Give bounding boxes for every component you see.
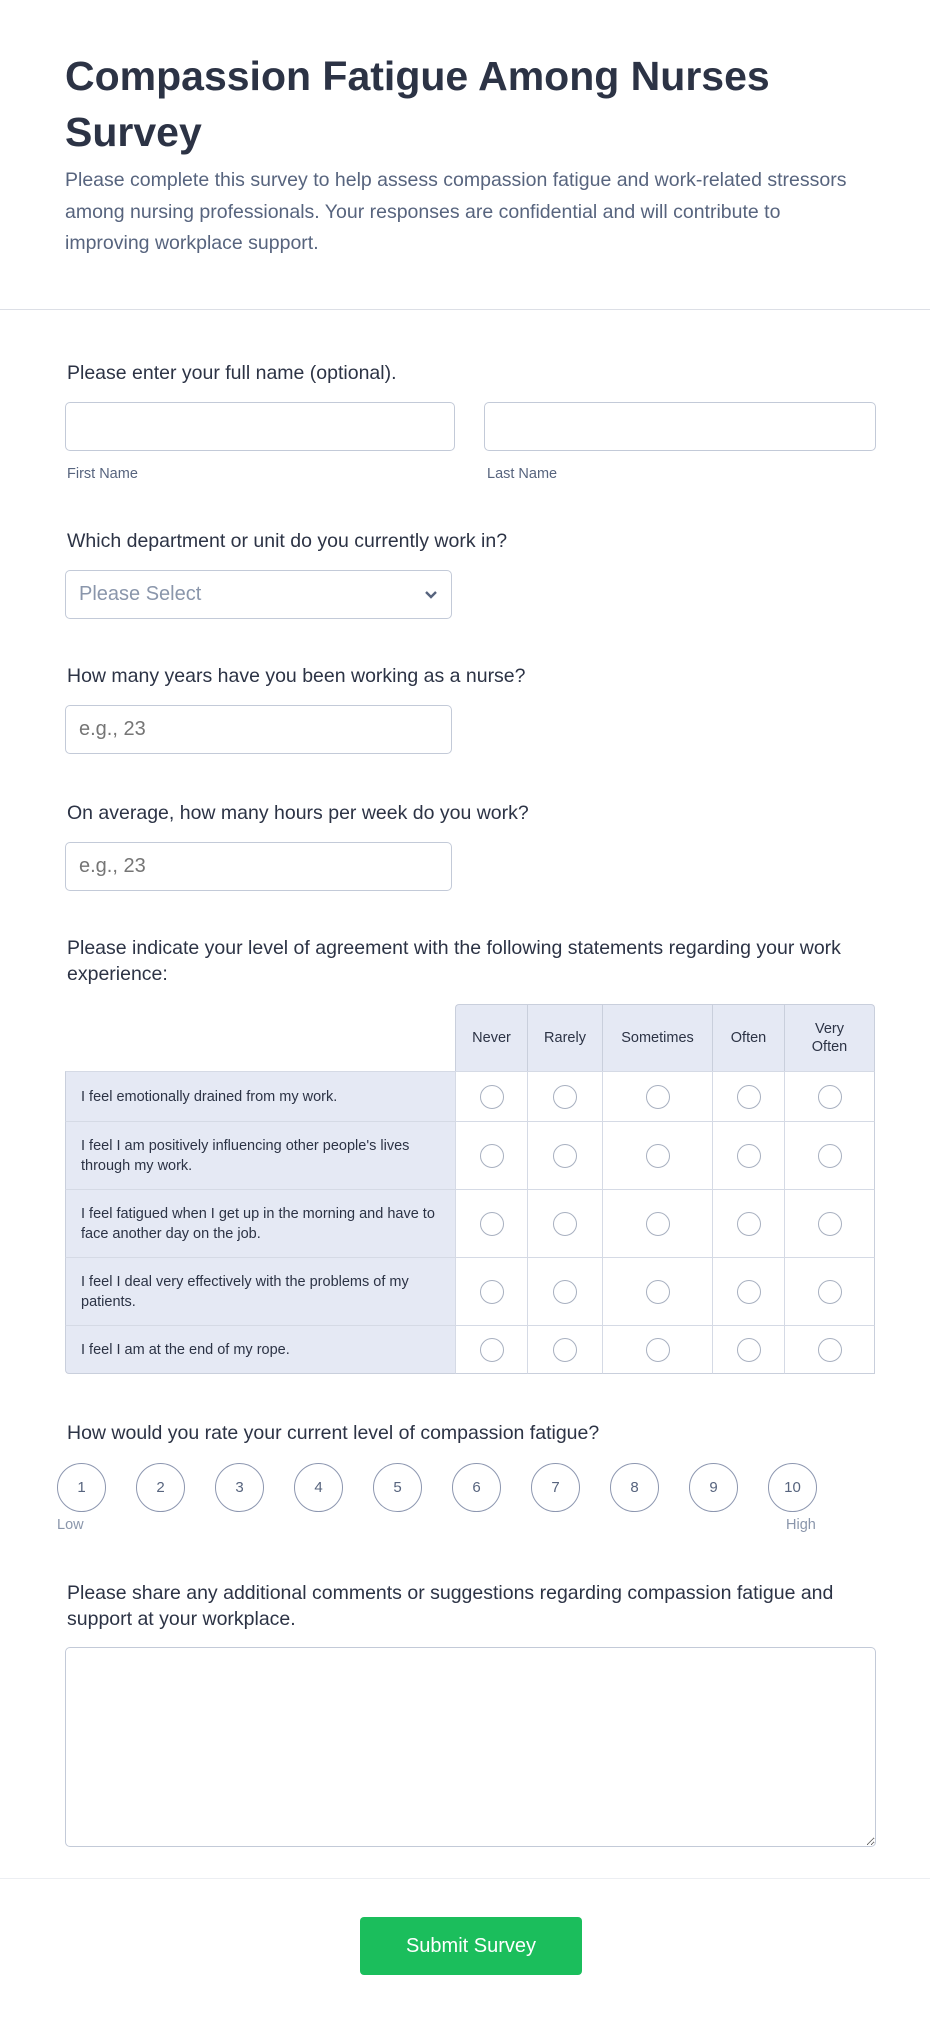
matrix-cell [527, 1071, 602, 1121]
radio-never[interactable] [480, 1280, 504, 1304]
years-question-label: How many years have you been working as a nurse? [67, 665, 526, 687]
matrix-row-label: I feel I am at the end of my rope. [65, 1325, 455, 1374]
matrix-cell [527, 1325, 602, 1374]
page-title: Compassion Fatigue Among Nurses Survey [65, 53, 770, 155]
years-input[interactable] [65, 705, 452, 754]
matrix-cell [455, 1257, 527, 1325]
radio-rarely[interactable] [553, 1212, 577, 1236]
radio-sometimes[interactable] [646, 1212, 670, 1236]
radio-never[interactable] [480, 1144, 504, 1168]
submit-button[interactable]: Submit Survey [360, 1917, 582, 1975]
comments-question-label: Please share any additional comments or suggestions regarding compassion fatigue and support at your workplace. [67, 1582, 834, 1630]
department-select[interactable] [65, 570, 452, 619]
matrix-cell [712, 1325, 784, 1374]
radio-sometimes[interactable] [646, 1085, 670, 1109]
column-often: Often [712, 1004, 784, 1071]
matrix-cell [712, 1071, 784, 1121]
radio-very-often[interactable] [818, 1144, 842, 1168]
matrix-cell [712, 1121, 784, 1189]
radio-often[interactable] [737, 1085, 761, 1109]
agreement-matrix [65, 1004, 875, 1374]
rating-low-label: Low [57, 1517, 84, 1533]
rating-option-10[interactable]: 10 [768, 1463, 817, 1512]
matrix-cell [455, 1121, 527, 1189]
matrix-row [65, 1257, 875, 1325]
rating-option-1[interactable]: 1 [57, 1463, 106, 1512]
radio-rarely[interactable] [553, 1280, 577, 1304]
radio-sometimes[interactable] [646, 1144, 670, 1168]
page-description: Please complete this survey to help assess compassion fatigue and work-related stressors among nursing professionals. Your responses are confidential and will contribute to improving workplace support. [65, 169, 847, 254]
rating-option-9[interactable]: 9 [689, 1463, 738, 1512]
radio-often[interactable] [737, 1144, 761, 1168]
matrix-cell [602, 1071, 712, 1121]
last-name-input[interactable] [484, 402, 876, 451]
matrix-row [65, 1071, 875, 1121]
hours-input[interactable] [65, 842, 452, 891]
rating-option-7[interactable]: 7 [531, 1463, 580, 1512]
rating-option-2[interactable]: 2 [136, 1463, 185, 1512]
matrix-cell [712, 1189, 784, 1257]
rating-option-8[interactable]: 8 [610, 1463, 659, 1512]
radio-often[interactable] [737, 1338, 761, 1362]
radio-very-often[interactable] [818, 1280, 842, 1304]
radio-never[interactable] [480, 1212, 504, 1236]
matrix-cell [455, 1071, 527, 1121]
radio-often[interactable] [737, 1212, 761, 1236]
divider [0, 309, 930, 310]
matrix-cell [602, 1189, 712, 1257]
matrix-question-label: Please indicate your level of agreement with the following statements regarding your work experience: [67, 937, 841, 985]
radio-never[interactable] [480, 1338, 504, 1362]
hours-question-label: On average, how many hours per week do you work? [67, 802, 529, 824]
first-name-input[interactable] [65, 402, 455, 451]
matrix-cell [602, 1121, 712, 1189]
rating-question-label: How would you rate your current level of compassion fatigue? [67, 1422, 600, 1444]
radio-very-often[interactable] [818, 1212, 842, 1236]
rating-high-label: High [786, 1517, 816, 1533]
matrix-cell [712, 1257, 784, 1325]
matrix-cell [784, 1189, 875, 1257]
radio-very-often[interactable] [818, 1338, 842, 1362]
matrix-cell [455, 1325, 527, 1374]
matrix-cell [527, 1189, 602, 1257]
matrix-cell [784, 1257, 875, 1325]
radio-rarely[interactable] [553, 1085, 577, 1109]
rating-option-6[interactable]: 6 [452, 1463, 501, 1512]
department-question-label: Which department or unit do you currently work in? [67, 530, 508, 552]
footer-divider [0, 1878, 930, 1879]
name-question-label: Please enter your full name (optional). [67, 362, 397, 384]
first-name-sublabel: First Name [67, 466, 138, 482]
radio-rarely[interactable] [553, 1338, 577, 1362]
radio-sometimes[interactable] [646, 1338, 670, 1362]
radio-never[interactable] [480, 1085, 504, 1109]
radio-very-often[interactable] [818, 1085, 842, 1109]
matrix-cell [455, 1189, 527, 1257]
matrix-row [65, 1121, 875, 1189]
column-never: Never [455, 1004, 527, 1071]
department-select-value: Please Select [79, 583, 202, 605]
chevron-down-icon [424, 590, 438, 600]
rating-option-4[interactable]: 4 [294, 1463, 343, 1512]
matrix-cell [784, 1325, 875, 1374]
radio-rarely[interactable] [553, 1144, 577, 1168]
radio-sometimes[interactable] [646, 1280, 670, 1304]
matrix-cell [602, 1257, 712, 1325]
radio-often[interactable] [737, 1280, 761, 1304]
matrix-cell [602, 1325, 712, 1374]
column-very-often: Very Often [784, 1004, 875, 1071]
matrix-row [65, 1189, 875, 1257]
matrix-row-label: I feel fatigued when I get up in the morning and have to face another day on the job. [65, 1189, 455, 1257]
matrix-cell [527, 1121, 602, 1189]
comments-textarea[interactable] [65, 1647, 876, 1847]
matrix-row-label: I feel I am positively influencing other people's lives through my work. [65, 1121, 455, 1189]
matrix-cell [784, 1071, 875, 1121]
matrix-row-label: I feel emotionally drained from my work. [65, 1071, 455, 1121]
column-rarely: Rarely [527, 1004, 602, 1071]
matrix-row-label: I feel I deal very effectively with the problems of my patients. [65, 1257, 455, 1325]
matrix-cell [784, 1121, 875, 1189]
matrix-row [65, 1325, 875, 1374]
matrix-cell [527, 1257, 602, 1325]
rating-option-3[interactable]: 3 [215, 1463, 264, 1512]
rating-option-5[interactable]: 5 [373, 1463, 422, 1512]
last-name-sublabel: Last Name [487, 466, 558, 482]
column-sometimes: Sometimes [602, 1004, 712, 1071]
